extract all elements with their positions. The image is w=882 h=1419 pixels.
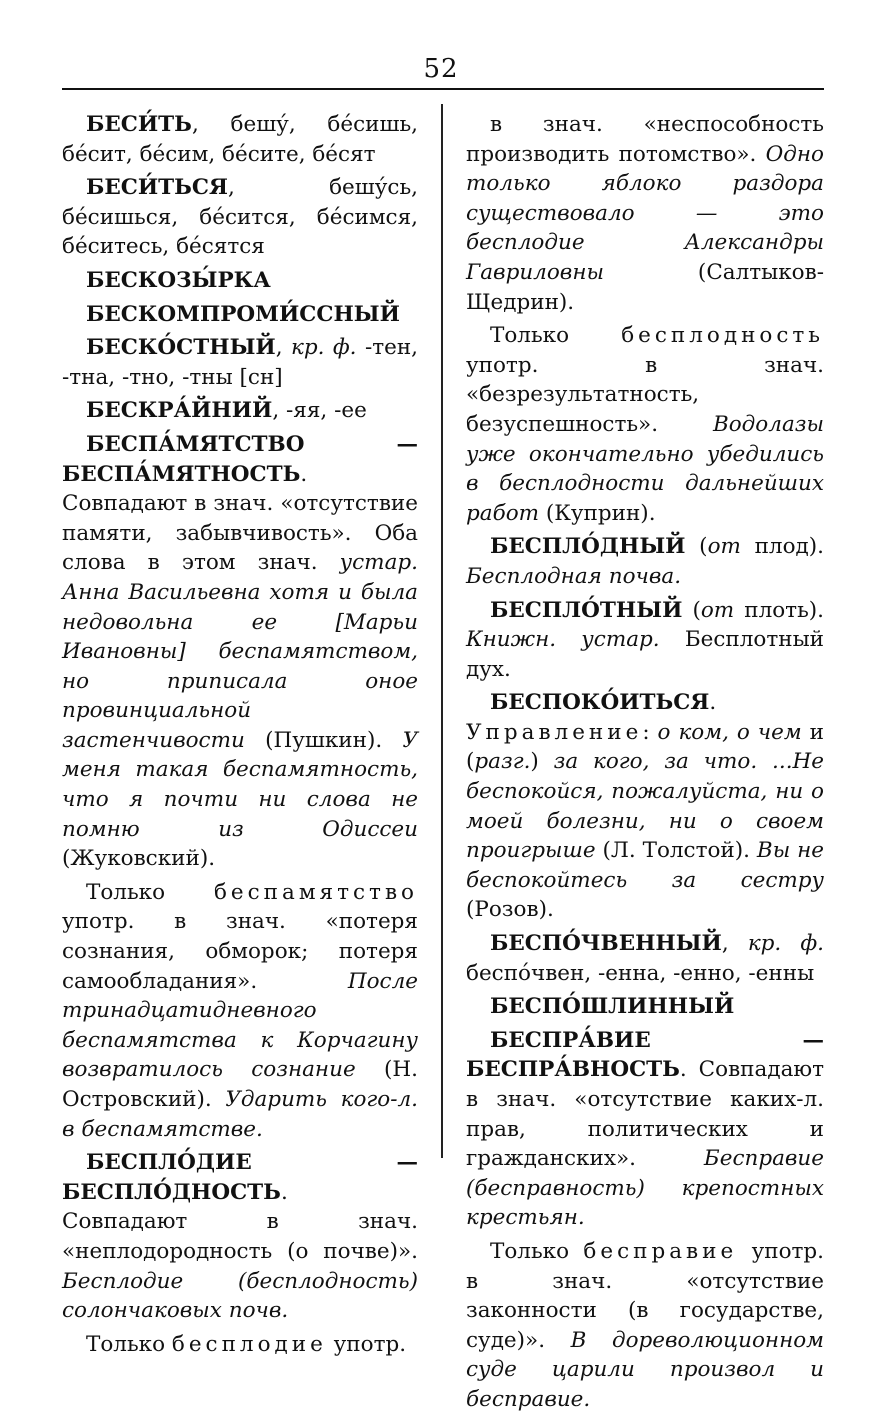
dictionary-entry [466,688,824,925]
example-text: В дореволюционном суде царили произвол и бесправие. [466,1327,824,1412]
headword: БЕСКОЗЫ́РКА [86,267,271,293]
entry-text: -тен, -тна, -тно, -тны [сн] [62,335,419,390]
entry-text: , [275,335,291,361]
spaced-term: бесправие [583,1238,738,1264]
headword: БЕСПА́МЯТСТВО — БЕСПА́МЯТНОСТЬ [62,431,418,487]
entry-text: (Розов). [466,897,554,923]
headword: БЕСПО́ЧВЕННЫЙ [490,931,722,957]
entry-text: (Пушкин). [244,727,403,753]
dictionary-entry [62,266,418,296]
dictionary-entry [466,321,824,528]
dictionary-entry [62,110,418,169]
dictionary-entry [466,532,824,591]
headword: БЕСКОМПРОМИ́ССНЫЙ [86,301,400,327]
entry-text: (Куприн). [539,500,656,526]
dictionary-entry [62,173,418,262]
headword: БЕСПОКО́ИТЬСЯ [490,690,710,716]
entry-text: Только [86,1331,172,1357]
entry-text: плод). [740,534,824,560]
headword: БЕСКРА́ЙНИЙ [86,398,273,424]
entry-text: Только [490,323,622,349]
dictionary-entry [466,110,824,317]
headword: БЕСПЛО́ДИЕ — БЕСПЛО́ДНОСТЬ [62,1150,418,1205]
entry-text: (Н. Островский). [62,1057,418,1112]
dictionary-entry [62,1330,418,1360]
example-text: Книжн. устар. [466,627,660,653]
entry-text: ( [682,597,701,623]
example-text: от [700,597,735,623]
entry-text: , -яя, -ее [272,398,367,424]
dictionary-entry [466,992,824,1022]
example-text: Бесплодная почва. [466,563,682,589]
example-text: После тринадцатидневного беспамятства к Корчагину возвратилось сознание [62,968,418,1083]
entry-text: употр. [326,1331,407,1357]
entry-text: . Совпадают в знач. «неплодородность (о почве)». [62,1179,418,1264]
example-text: устар. Анна Васильевна хотя и была недовольна ее [Марьи Ивановны] беспамятством, но приписала оное провинциальной застенчивости [62,550,418,753]
headword: БЕСКО́СТНЫЙ [86,335,276,361]
entry-text: , бешу́, бе́сишь, бе́сит, бе́сим, бе́сите, бе́сят [62,112,418,167]
entry-text: употр. в знач. «безрезультатность, безуспешность». [466,352,824,437]
dictionary-entry [466,1026,824,1233]
entry-text: употр. в знач. «потеря сознания, обморок; потеря самообладания». [62,909,418,994]
example-text: разг. [474,749,531,775]
entry-text: , [721,931,748,957]
example-text: Ударить кого-л. в беспамятстве. [62,1087,418,1142]
spaced-term: Управление [466,719,643,745]
entry-text: беспо́чвен, -енна, -енно, -енны [466,960,815,986]
dictionary-entry [62,878,418,1144]
dictionary-entry [466,596,824,685]
example-text: кр. ф. [291,335,357,361]
entry-text: плоть). [734,597,824,623]
example-text: о ком, о чем [657,719,802,745]
entry-text: , бешу́сь, бе́сишься, бе́сится, бе́симся, бе́ситесь, бе́сятся [62,175,418,260]
entry-text: ( [685,534,708,560]
example-text: Вы не беспокойтесь за сестру [466,838,825,893]
example-text: У меня такая беспамятность, что я почти ни слова не помню из Одиссеи [62,727,418,842]
entry-text: Только [490,1238,584,1264]
example-text: Водолазы уже окончательно убедились в бесплодности дальнейших работ [466,411,824,526]
entry-text: употр. в знач. «отсутствие законности (в государстве, суде)». [466,1238,824,1353]
entry-text: (Жуковский). [62,846,216,872]
entry-text: . Совпадают в знач. «отсутствие памяти, забывчивость». Оба слова в этом знач. [62,461,418,576]
spaced-term: бесплодность [621,323,824,349]
column-divider [441,104,443,1158]
entry-text: : [642,719,658,745]
example-text: за кого, за что. ...Не беспокойся, пожалуйста, ни о моей болезни, ни о своем проигрыше [466,749,824,864]
headword: БЕСПЛО́ТНЫЙ [490,597,683,623]
example-text: Бесплодие (бесплодность) солончаковых почв. [62,1268,418,1324]
headword: БЕСПЛО́ДНЫЙ [490,534,686,560]
spaced-term: бесплодие [171,1331,327,1357]
entry-text: ) [530,749,554,775]
entry-text: и ( [466,719,824,775]
left-column [62,110,418,1363]
page-number: 52 [423,54,459,84]
dictionary-entry [466,929,824,988]
example-text: Одно только яблоко раздора существовало — это бесплодие Александры Гавриловны [466,141,824,285]
entry-text: Бесплотный дух. [466,627,825,682]
entry-text: . Совпадают в знач. «отсутствие каких-л. прав, политических и гражданских». [466,1057,824,1172]
dictionary-entry [466,1237,824,1415]
dictionary-entry [62,300,418,330]
entry-text: (Салтыков-Щедрин). [466,259,824,315]
headword: БЕСПРА́ВИЕ — БЕСПРА́ВНОСТЬ [466,1027,824,1083]
dictionary-entry [62,1148,418,1326]
entry-text: . [709,690,717,716]
headword: БЕСИ́ТЬ [86,112,192,137]
header-rule [62,88,824,90]
entry-text: Только [86,879,214,905]
example-text: Бесправие (бесправность) крепостных крестьян. [466,1146,824,1231]
spaced-term: беспамятство [213,879,418,905]
dictionary-entry [62,430,418,874]
headword: БЕСПО́ШЛИННЫЙ [490,994,735,1020]
right-column [466,110,824,1419]
dictionary-entry [62,396,418,426]
entry-text: (Л. Толстой). [595,838,757,864]
example-text: от [707,534,741,560]
headword: БЕСИ́ТЬСЯ [86,175,228,201]
entry-text: в знач. «неспособность производить потомство». [466,112,824,167]
dictionary-entry [62,333,418,392]
example-text: кр. ф. [747,931,825,957]
